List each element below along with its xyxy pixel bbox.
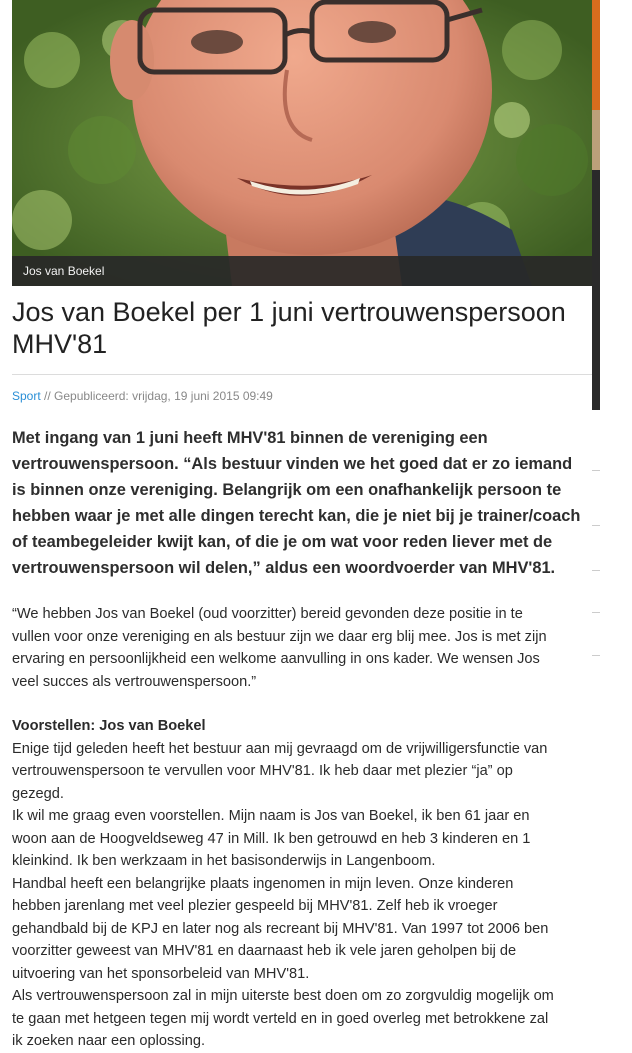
lead-line: vertrouwenspersoon wil delen,” aldus een woordvoerder van MHV'81.: [12, 559, 556, 577]
category-link[interactable]: Sport: [12, 389, 41, 403]
sidebar-edge-divider: [592, 612, 600, 613]
quote-line: vullen voor onze vereniging en als bestuur zijn we daar erg blij mee. Jos is met zijn: [12, 628, 547, 645]
sidebar-edge-divider: [592, 570, 600, 571]
section-line: uitvoering van het sponsorbeleid van MHV'81.: [12, 965, 310, 982]
section-heading: Voorstellen: Jos van Boekel: [12, 718, 206, 734]
sidebar-edge-divider: [592, 525, 600, 526]
article-title: [12, 296, 612, 360]
lead-line: hebben waar je met alle dingen terecht kan, die je niet bij je trainer/coach: [12, 507, 581, 525]
quote-line: veel succes als vertrouwenspersoon.”: [12, 673, 257, 690]
lead-line: of teambegeleider kwijt kan, of die je om wat voor reden liever met de: [12, 533, 553, 551]
sidebar-edge-accent: [592, 0, 600, 110]
photo-caption: Jos van Boekel: [12, 256, 592, 286]
title-line-2: MHV'81: [12, 329, 108, 359]
quote-line: “We hebben Jos van Boekel (oud voorzitter) bereid gevonden deze positie in te: [12, 606, 523, 622]
title-divider: [12, 374, 592, 375]
section-line: ik zoeken naar een oplossing.: [12, 1033, 206, 1049]
section-line: Ik wil me graag even voorstellen. Mijn naam is Jos van Boekel, ik ben 61 jaar en: [12, 808, 530, 824]
section-line: gehandbald bij de KPJ en later nog als recreant bij MHV'81. Van 1997 tot 2006 ben: [12, 920, 549, 937]
lead-line: is binnen onze vereniging. Belangrijk om een onafhankelijk persoon te: [12, 481, 562, 499]
section-line: kleinkind. Ik ben werkzaam in het basisonderwijs in Langenboom.: [12, 853, 436, 869]
section-line: woon aan de Hoogveldseweg 47 in Mill. Ik ben getrouwd en heb 3 kinderen en 1: [12, 830, 531, 847]
section-line: Enige tijd geleden heeft het bestuur aan mij gevraagd om de vrijwilligersfunctie van: [12, 740, 548, 757]
sidebar-edge: [592, 0, 600, 410]
lead-line: Met ingang van 1 juni heeft MHV'81 binnen de vereniging een: [12, 429, 488, 447]
lead-line: vertrouwenspersoon. “Als bestuur vinden we het goed dat er zo iemand: [12, 455, 573, 473]
sidebar-edge-divider: [592, 470, 600, 471]
sidebar-edge-image: [592, 110, 600, 170]
article-photo[interactable]: [12, 0, 592, 286]
published-date: Gepubliceerd: vrijdag, 19 juni 2015 09:49: [54, 389, 273, 403]
article-lead: [12, 425, 632, 581]
title-line-1: Jos van Boekel per 1 juni vertrouwenspersoon: [12, 297, 566, 327]
section-line: Als vertrouwenspersoon zal in mijn uiterste best doen om zo zorgvuldig mogelijk om: [12, 988, 554, 1004]
article-meta: [12, 389, 592, 403]
section-line: hebben jarenlang met veel plezier gespeeld bij MHV'81. Zelf heb ik vroeger: [12, 898, 498, 914]
introduction-section: [12, 715, 632, 1053]
section-line: voorzitter geweest van MHV'81 en daarnaast heb ik vele jaren geholpen bij de: [12, 943, 517, 959]
portrait-image: [12, 0, 592, 286]
section-line: vertrouwenspersoon te vervullen voor MHV'81. Ik heb daar met plezier “ja” op: [12, 763, 513, 779]
section-line: te gaan met hetgeen tegen mij wordt verteld en in goed overleg met betrokkene zal: [12, 1010, 549, 1027]
quote-line: ervaring en persoonlijkheid een welkome aanvulling in ons kader. We wensen Jos: [12, 651, 540, 667]
meta-separator: //: [40, 389, 55, 403]
section-line: Handbal heeft een belangrijke plaats ingenomen in mijn leven. Onze kinderen: [12, 875, 514, 892]
board-quote: [12, 603, 632, 693]
section-line: gezegd.: [12, 785, 64, 802]
sidebar-edge-divider: [592, 655, 600, 656]
article-page: [12, 0, 592, 1049]
